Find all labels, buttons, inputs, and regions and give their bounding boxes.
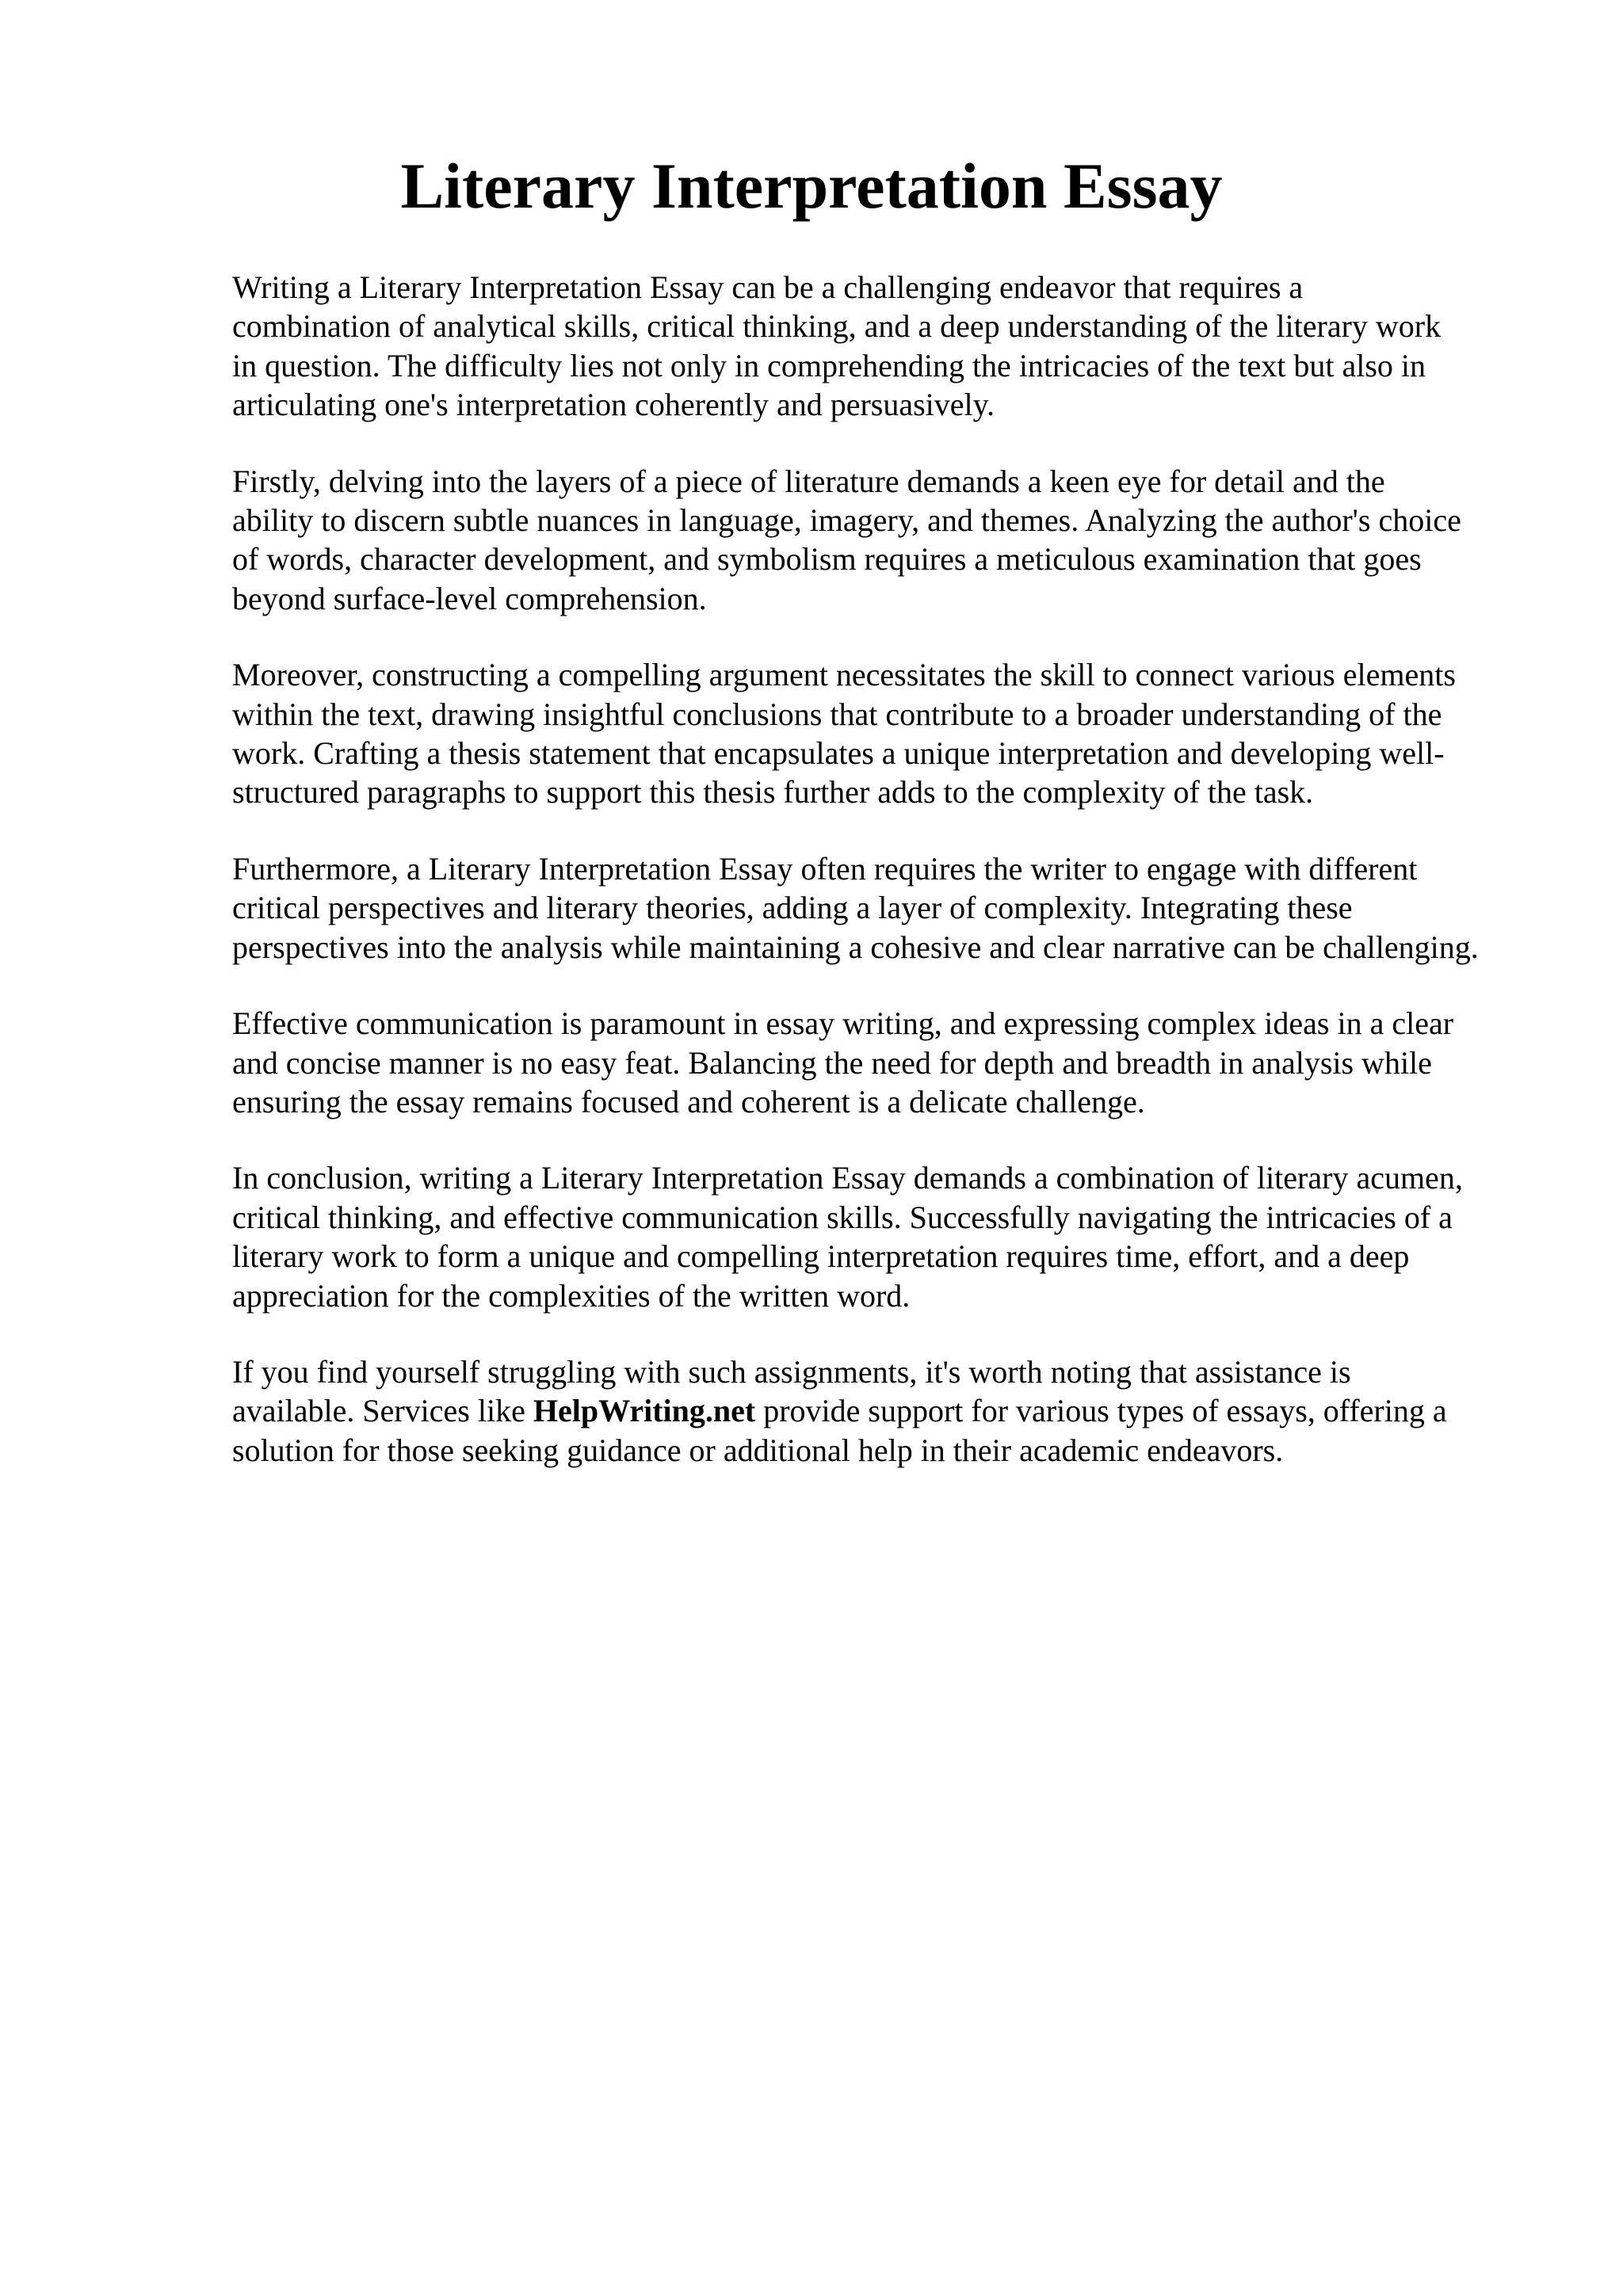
paragraph-intro: [232, 268, 1532, 425]
text-line: beyond surface-level comprehension.: [232, 580, 707, 616]
text-line: work. Crafting a thesis statement that encapsulates a unique interpretation and developing well-: [232, 735, 1445, 772]
text-line: If you find yourself struggling with such assignments, it's worth noting that assistance is: [232, 1353, 1351, 1390]
text-fragment: available. Services like: [232, 1393, 533, 1429]
paragraph-communication: [232, 1004, 1532, 1121]
paragraph-assistance: [232, 1352, 1532, 1470]
text-line: Furthermore, a Literary Interpretation Essay often requires the writer to engage with different: [232, 850, 1418, 887]
helpwriting-brand-name: HelpWriting.net: [533, 1393, 756, 1429]
text-line: structured paragraphs to support this thesis further adds to the complexity of the task.: [232, 774, 1314, 810]
text-line: combination of analytical skills, critical thinking, and a deep understanding of the literary work: [232, 308, 1442, 345]
document-title: Literary Interpretation Essay: [400, 150, 1223, 222]
text-line: within the text, drawing insightful conclusions that contribute to a broader understanding of the: [232, 696, 1442, 732]
text-line: critical perspectives and literary theories, adding a layer of complexity. Integrating these: [232, 890, 1353, 926]
text-line: Writing a Literary Interpretation Essay can be a challenging endeavor that requires a: [232, 269, 1304, 305]
paragraph-moreover: [232, 655, 1532, 812]
text-line: solution for those seeking guidance or additional help in their academic endeavors.: [232, 1432, 1284, 1468]
text-line: Effective communication is paramount in essay writing, and expressing complex ideas in a clear: [232, 1005, 1454, 1042]
paragraph-firstly: [232, 462, 1532, 619]
text-line: and concise manner is no easy feat. Balancing the need for depth and breadth in analysis while: [232, 1044, 1432, 1081]
paragraph-furthermore: [232, 849, 1532, 967]
text-line: articulating one's interpretation coherently and persuasively.: [232, 387, 995, 423]
text-line: ensuring the essay remains focused and coherent is a delicate challenge.: [232, 1083, 1145, 1119]
text-line: Firstly, delving into the layers of a piece of literature demands a keen eye for detail and the: [232, 463, 1385, 499]
text-line: literary work to form a unique and compelling interpretation requires time, effort, and a deep: [232, 1238, 1410, 1275]
text-line-with-link: [232, 1391, 1532, 1430]
text-line: In conclusion, writing a Literary Interpretation Essay demands a combination of literary acumen,: [232, 1160, 1463, 1196]
text-line: appreciation for the complexities of the written word.: [232, 1277, 911, 1314]
essay-body: [232, 268, 1532, 1507]
text-line: Moreover, constructing a compelling argument necessitates the skill to connect various elements: [232, 657, 1456, 693]
text-line: perspectives into the analysis while maintaining a cohesive and clear narrative can be challenging.: [232, 929, 1479, 965]
text-line: critical thinking, and effective communication skills. Successfully navigating the intricacies of a: [232, 1199, 1453, 1235]
text-fragment: provide support for various types of essays, offering a: [755, 1393, 1447, 1429]
text-line: of words, character development, and symbolism requires a meticulous examination that goes: [232, 541, 1422, 578]
paragraph-conclusion: [232, 1158, 1532, 1315]
text-line: ability to discern subtle nuances in language, imagery, and themes. Analyzing the author's choice: [232, 502, 1461, 539]
text-line: in question. The difficulty lies not only in comprehending the intricacies of the text but also in: [232, 347, 1426, 383]
